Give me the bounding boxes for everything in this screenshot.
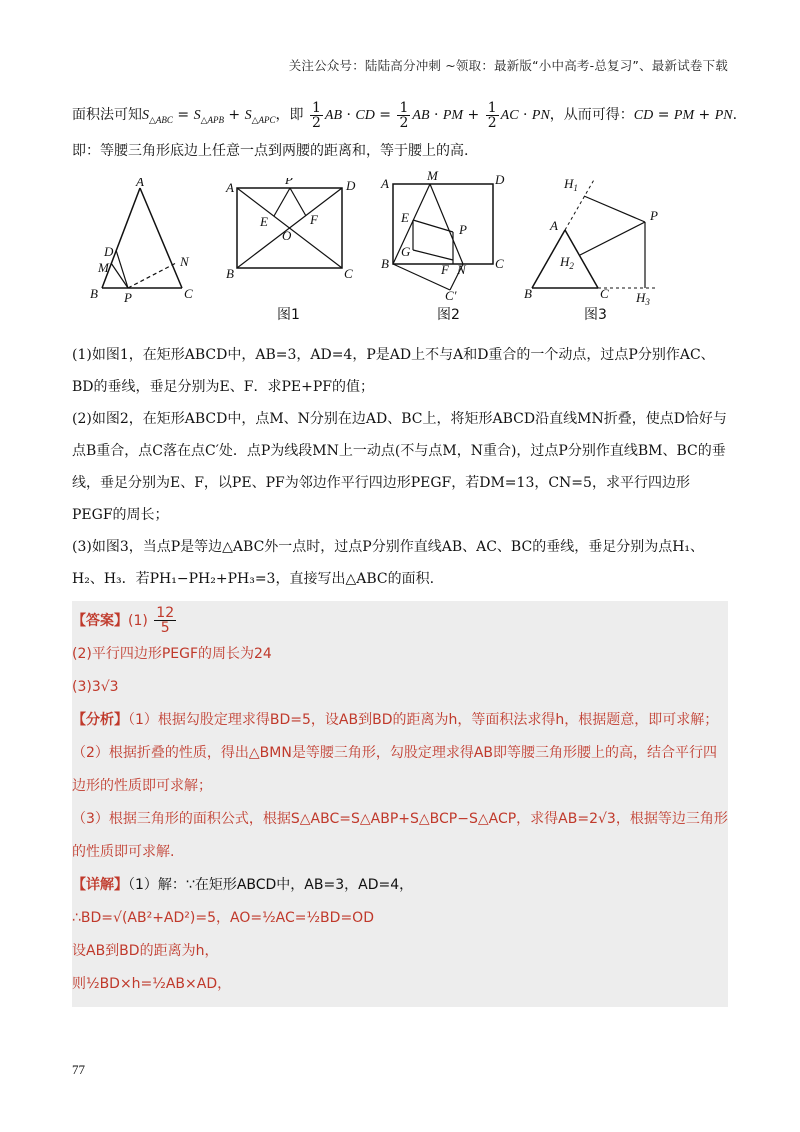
intro-text-b: ，即 <box>275 107 304 123</box>
svg-text:D: D <box>104 243 114 259</box>
svg-text:E: E <box>260 213 268 229</box>
intro-line-1: 面积法可知$S_{\triangle ABC} = S_{\triangle APB} + S_{\triangle APC}$，即 $\frac{1}{2}$ AB · CD = $\frac{1}{2}$ AB · PM + $\frac{1}{2}$ AC · PN，从而可得：CD = PM + PN. <box>72 99 738 131</box>
svg-text:C: C <box>495 255 504 271</box>
page-content <box>72 99 738 1007</box>
svg-text:C: C <box>184 285 193 301</box>
detail-1-text: （1）解：∵在矩形ABCD中，AB=3，AD=4， <box>128 876 414 893</box>
analysis-label: 【分析】 <box>72 711 128 728</box>
svg-text:H1: $H_1$ <box>564 175 578 193</box>
svg-text:B: B <box>524 285 532 301</box>
svg-text:M: M <box>98 259 109 275</box>
answer-block <box>72 601 728 1007</box>
svg-text:E: E <box>401 209 409 225</box>
svg-text:N: N <box>180 253 189 269</box>
svg-text:B: B <box>381 255 389 271</box>
figure-1-rectangle <box>222 178 362 299</box>
page-header: 关注公众号：陆陆高分冲刺 ~领取：最新版“小中高考-总复习”、最新试卷下载 <box>288 58 728 73</box>
questions <box>72 339 728 595</box>
svg-text:A: A <box>550 217 558 233</box>
detail-line-1 <box>72 869 728 902</box>
svg-text:F: F <box>441 261 449 277</box>
answer-line-2: (2)平行四边形PEGF的周长为24 <box>72 645 272 662</box>
svg-text:B: B <box>226 265 234 281</box>
caption-figure-1: 图1 <box>277 306 300 323</box>
answer-line-3: (3)3√3 <box>72 678 119 695</box>
page-number: 77 <box>72 1062 85 1077</box>
analysis-line-1 <box>72 704 728 737</box>
detail-line-3: 设AB到BD的距离为h， <box>72 942 219 959</box>
detail-line-4: 则½BD×h=½AB×AD， <box>72 975 232 992</box>
svg-text:B: B <box>90 285 98 301</box>
figure-isosceles-triangle <box>82 178 207 314</box>
svg-text:C: C <box>344 265 353 281</box>
svg-text:C: C <box>600 285 609 301</box>
detail-line-2: ∴BD=√(AB²+AD²)=5，AO=½AC=½BD=OD <box>72 909 374 926</box>
svg-text:M: M <box>427 169 438 183</box>
svg-text:P: P <box>650 207 658 223</box>
svg-text:C′: C′ <box>445 287 457 300</box>
question-1: (1)如图1，在矩形ABCD中，AB=3，AD=4，P是AD上不与A和D重合的一个动点，过点P分别作AC、BD的垂线，垂足分别为E、F．求PE+PF的值； <box>72 346 715 395</box>
svg-text:P: P <box>459 221 467 237</box>
analysis-line-3: （3）根据三角形的面积公式，根据S△ABC=S△ABP+S△BCP−S△ACP，求得AB=2√3，根据等边三角形的性质即可求解. <box>72 810 728 860</box>
analysis-line-2: （2）根据折叠的性质，得出△BMN是等腰三角形，勾股定理求得AB即等腰三角形腰上的高，结合平行四边形的性质即可求解； <box>72 744 718 794</box>
svg-text:P: P <box>285 177 293 187</box>
intro-text-c: ，从而可得： <box>549 107 634 123</box>
svg-text:D: D <box>346 177 356 193</box>
svg-text:A: A <box>381 175 389 191</box>
question-2: (2)如图2，在矩形ABCD中，点M、N分别在边AD、BC上，将矩形ABCD沿直线MN折叠，使点D恰好与点B重合，点C落在点C′处．点P为线段MN上一动点(不与点M，N重合)，过点P分别作直线BM、BC的垂线，垂足分别为E、F，以PE、PF为邻边作平行四边形PEGF，若DM=13，CN=5，求平行四边形PEGF的周长； <box>72 410 727 523</box>
svg-text:A: A <box>136 177 144 189</box>
svg-text:D: D <box>495 171 505 187</box>
svg-text:G: G <box>401 243 411 259</box>
svg-text:N: N <box>457 261 466 277</box>
answer-1-numerator: 12 <box>156 605 175 622</box>
answer-line-1 <box>72 605 728 638</box>
intro-text-a: 面积法可知 <box>72 107 142 123</box>
svg-text:A: A <box>226 179 234 195</box>
svg-text:F: F <box>310 211 318 227</box>
detail-label: 【详解】 <box>72 876 128 893</box>
svg-text:H3: $H_3$ <box>636 289 650 305</box>
answer-1-prefix: (1) <box>128 612 148 629</box>
figures-row <box>72 170 728 335</box>
figure-3-equilateral <box>520 170 680 316</box>
analysis-1-text: （1）根据勾股定理求得BD=5，设AB到BD的距离为h，等面积法求得h，根据题意，即可求解； <box>128 711 719 728</box>
svg-text:H2: $H_2$ <box>560 253 574 271</box>
svg-text:O: O <box>282 227 292 243</box>
caption-figure-2: 图2 <box>437 306 460 323</box>
figure-2-fold <box>375 170 510 311</box>
answer-1-denominator: 5 <box>160 620 170 637</box>
intro-line-2: 即：等腰三角形底边上任意一点到两腰的距离和，等于腰上的高. <box>72 142 469 159</box>
caption-figure-3: 图3 <box>584 306 607 323</box>
answer-label: 【答案】 <box>72 612 128 629</box>
question-3: (3)如图3，当点P是等边△ABC外一点时，过点P分别作直线AB、AC、BC的垂线，垂足分别为点H₁、H₂、H₃．若PH₁−PH₂+PH₃=3，直接写出△ABC的面积. <box>72 538 705 587</box>
svg-text:P: P <box>124 289 132 303</box>
